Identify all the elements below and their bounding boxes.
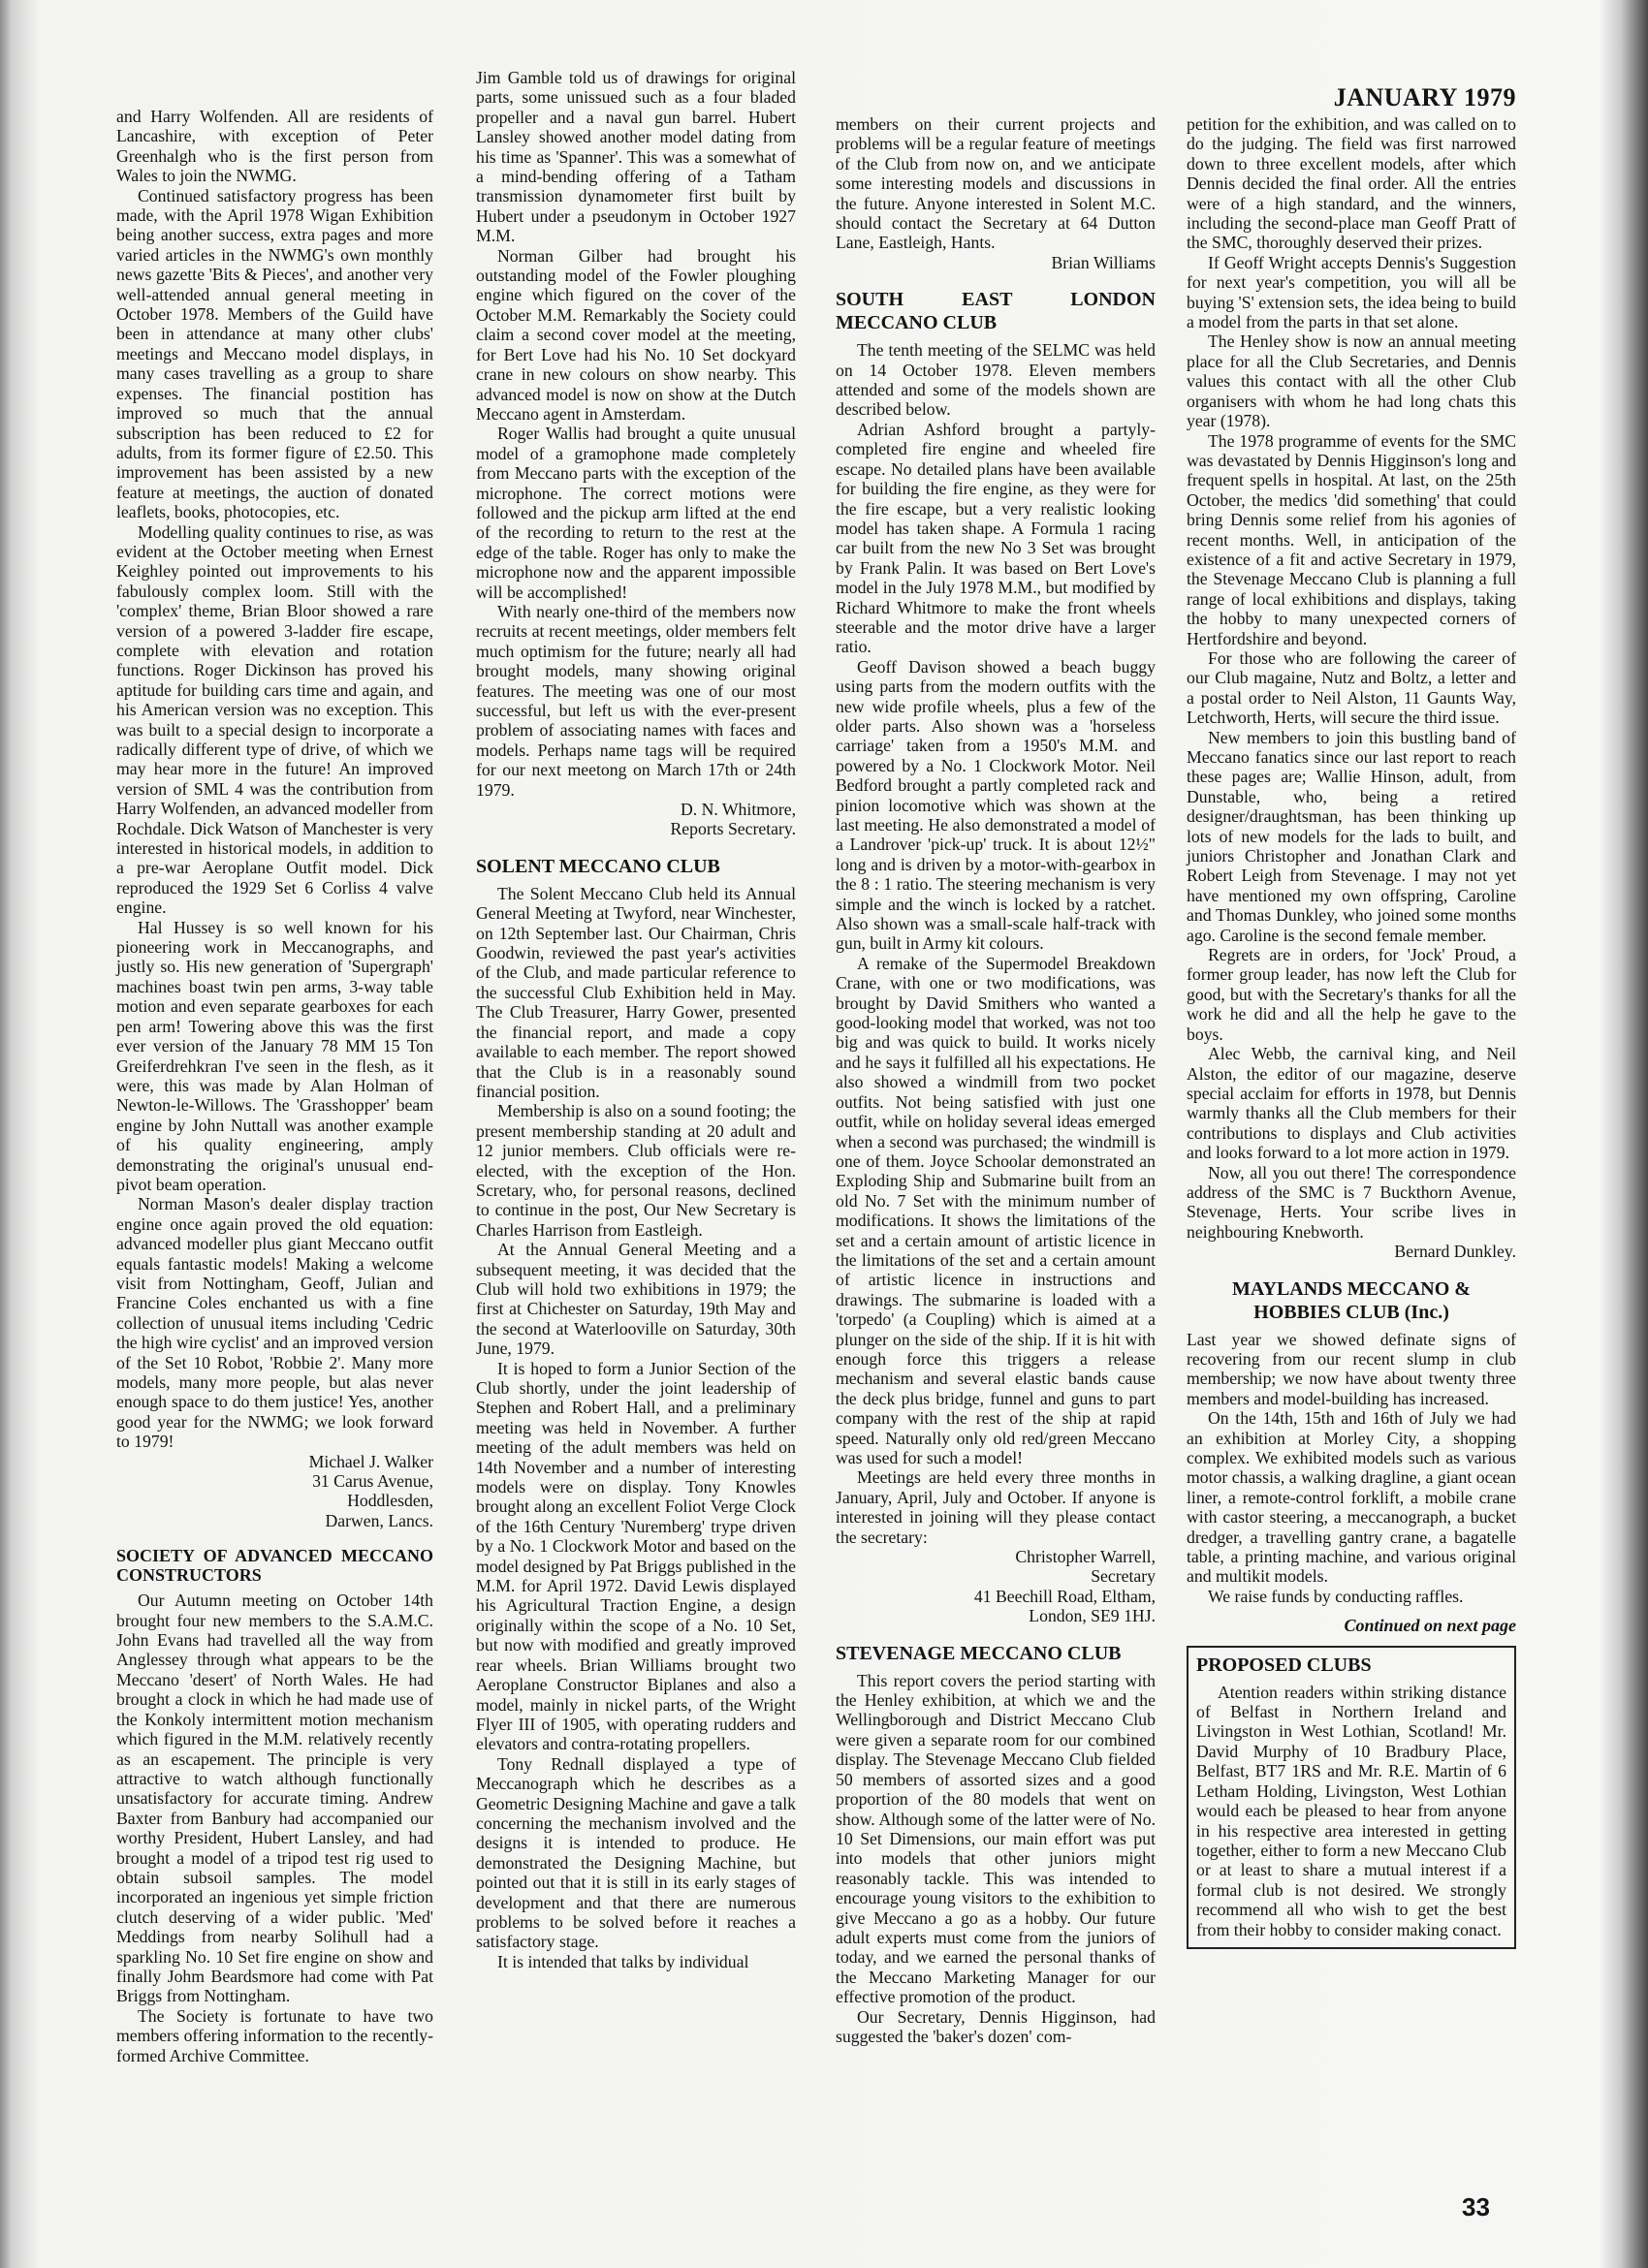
issue-date: JANUARY 1979 (1333, 83, 1516, 111)
signature-line: Brian Williams (1051, 252, 1156, 272)
paragraph: This report covers the period starting with the Henley exhibition, at which we and the Wellingborough and District Meccano Club were given a separate room for our combined display. The Stevenage Meccano Club fielded 50 members of assorted sizes and a good proportion of the 80 models that went on show. Although some of the latter were of No. 10 Set Dimensions, our main effort was put into models that other juniors might reasonably tackle. This was intended to encourage young visitors to the exhibition to give Meccano a go as a hobby. Our future adult experts must come from the juniors of today, and we earned the personal thanks of the Meccano Marketing Manager for our effective promotion of the product. (836, 1670, 1156, 2007)
column-4 (1187, 114, 1516, 1949)
paragraph: and Harry Wolfenden. All are residents of Lancashire, with exception of Peter Greenhalgh who is the first person from Wales to join the NWMG. (116, 107, 433, 186)
paragraph: Alec Webb, the carnival king, and Neil Alston, the editor of our magazine, deserve special acclaim for efforts in 1978, but Dennis warmly thanks all the Club members for their contributions to displays and Club activities and looks forward to a lot more action in 1979. (1187, 1044, 1516, 1163)
paragraph: We raise funds by conducting raffles. (1208, 1586, 1464, 1606)
paragraph: Last year we showed definate signs of recovering from our recent slump in club membership; we now have about twenty three members and model-building has increased. (1187, 1329, 1516, 1408)
box-heading: PROPOSED CLUBS (1196, 1654, 1372, 1676)
paragraph: The Henley show is now an annual meeting place for all the Club Secretaries, and Dennis values this contact with all the other Club organisers with whom he had long chats this year (1978). (1187, 331, 1516, 431)
paragraph: It is hoped to form a Junior Section of the Club shortly, under the joint leadership of Stephen and Robert Hall, and a preliminary meeting was held in November. A further meeting of the adult members was held on 14th November and a number of interesting models were on display. Tony Knowles brought along an excellent Foliot Verge Clock of the 16th Century 'Nuremberg' trype driven by a No. 1 Clockwork Motor and based on the model designed by Pat Briggs published in the M.M. for April 1972. David Lewis displayed his Agricultural Traction Engine, a design originally within the scope of a No. 10 Set, but now with modified and greatly improved rear wheels. Brian Williams brought two Aeroplane Constructor Biplanes and also a model, mainly in nickel parts, of the Wright Flyer III of 1905, with operating rudders and elevators and contra-rotating propellers. (476, 1358, 796, 1754)
paragraph: With nearly one-third of the members now recruits at recent meetings, older members felt much optimism for the future; nearly all had brought models, many showing original features. The meeting was one of our most successful, but left us with the ever-present problem of associating names with faces and models. Perhaps name tags will be required for our next meetong on March 17th or 24th 1979. (476, 601, 796, 800)
paragraph: Membership is also on a sound footing; the present membership standing at 20 adult and 12 junior members. Club officials were re-elected, with the exception of the Hon. Scretary, who, for personal reasons, declined to continue in the post, Our New Secretary is Charles Harrison from Eastleigh. (476, 1101, 796, 1240)
paragraph: Adrian Ashford brought a partyly-completed fire engine and wheeled fire escape. No detailed plans have been available for building the fire engine, as they were for the fire escape, but a very realistic looking model has taken shape. A Formula 1 racing car built from the new No 3 Set was brought by Frank Palin. It was based on Bert Love's model in the July 1978 M.M., but modified by Richard Whitmore to make the front wheels steerable and the motor drive have a larger ratio. (836, 419, 1156, 657)
paragraph: For those who are following the career of our Club magaine, Nutz and Boltz, a letter and a postal order to Neil Alston, 11 Gaunts Way, Letchworth, Herts, will secure the third issue. (1187, 647, 1516, 728)
paragraph: Jim Gamble told us of drawings for original parts, some unissued such as a four bladed propeller and a naval gun barrel. Hubert Lansley showed another model dating from his time as 'Spanner'. This was a somewhat of a mind-bending offering of a Tatham transmission dynamometer first built by Hubert under a pseudonym in October 1927 M.M. (476, 68, 796, 246)
paragraph: Meetings are held every three months in January, April, July and October. If anyone is interested in joining will they please contact the secretary: (836, 1467, 1156, 1547)
paragraph: Modelling quality continues to rise, as was evident at the October meeting when Ernest Keighley pointed out improvements to his fabulously complex loom. Still with the 'complex' theme, Brian Bloor showed a rare version of a powered 3-ladder fire escape, complete with elevation and rotation functions. Roger Dickinson has proved his aptitude for building cars time and again, and his American version was no exception. This was built to a special design to incorporate a radically different type of drive, of which we may hear more in the future! An improved version of SML 4 was the contribution from Harry Wolfenden, an advanced modeller from Rochdale. Dick Watson of Manchester is very interested in historical models, in addition to a pre-war Aeroplane Outfit model. Dick reproduced the 1929 Set 6 Corliss 4 valve engine. (116, 521, 433, 918)
section-heading-solent: SOLENT MECCANO CLUB (476, 855, 720, 877)
paragraph: Roger Wallis had brought a quite unusual model of a gramophone made completely from Meccano parts with the exception of the microphone. The correct motions were followed and the pickup arm lifted at the end of the recording to return to the rest at the edge of the table. Roger has only to make the microphone now and the apparent impossible will be accomplished! (476, 424, 796, 602)
paragraph: New members to join this bustling band of Meccano fanatics since our last report to reach these pages are; Wallie Hinson, adult, from Dunstable, who, being a retired designer/draughtsman, has been thinking up lots of new models for the lads to built, and juniors Christopher and Jonathan Clark and Robert Leigh from Stevenage. I may not yet have mentioned my own offspring, Caroline and Thomas Dunkley, who joined some months ago. Caroline is the second female member. (1187, 727, 1516, 945)
signature-line: London, SE9 1HJ. (1029, 1606, 1156, 1626)
signature-line: Hoddlesden, (347, 1491, 433, 1511)
paragraph: It is intended that talks by individual (497, 1951, 749, 1971)
signature-line: Bernard Dunkley. (1394, 1242, 1516, 1262)
section-heading-stevenage: STEVENAGE MECCANO CLUB (836, 1642, 1122, 1664)
signature-line: Michael J. Walker (308, 1451, 433, 1471)
paragraph: A remake of the Supermodel Breakdown Crane, with one or two modifications, was brought by David Smithers who wanted a good-looking model that worked, was not too big and was quick to build. It works nicely and he says it fulfilled all his expectations. He also showed a windmill from two pocket outfits. Not being satisfied with just one outfit, while on holiday several ideas emerged when a second was purchased; the windmill is one of them. Joyce Schoolar demonstrated an Exploding Ship and Submarine built from an old No. 7 Set with the minimum number of modifications. It shows the limitations of the set and a certain amount of artistic licence in the limitations of the set and a certain amount of artistic licence in instructions and drawings. The submarine is loaded with a 'torpedo' (a Coupling) which is aimed at a plunger on the side of the ship. If it is hit with enough force this triggers a release mechanism and several elastic bands cause the deck plus bridge, funnel and guns to part company with the rest of the ship at rapid speed. Naturally only old red/green Meccano was used for such a model! (836, 953, 1156, 1467)
paragraph: Continued satisfactory progress has been made, with the April 1978 Wigan Exhibition being another success, extra pages and more varied articles in the NWMG's own monthly news gazette 'Bits & Pieces', and another very well-attended annual general meeting in October 1978. Members of the Guild have been in attendance at many other clubs' meetings and Meccano model displays, in many cases travelling as a group to share expenses. The financial postition has improved so much that the annual subscription has been reduced to £2 for adults, from its former figure of £2.50. This improvement has been assisted by a new feature at meetings, the auction of donated leaflets, books, photocopies, etc. (116, 185, 433, 522)
paragraph: members on their current projects and problems will be a regular feature of meetings of the Club from now on, and we anticipate some interesting models and discussions in the future. Anyone interested in Solent M.C. should contact the Secretary at 64 Dutton Lane, Eastleigh, Hants. (836, 114, 1156, 253)
signature-line: D. N. Whitmore, (680, 800, 796, 820)
paragraph: The Society is fortunate to have two members offering information to the recently-formed Archive Committee. (116, 2005, 433, 2065)
paragraph: At the Annual General Meeting and a subsequent meeting, it was decided that the Club will hold two exhibitions in 1979; the first at Chichester on Saturday, 19th May and the second at Waterlooville on Saturday, 30th June, 1979. (476, 1240, 796, 1359)
paragraph: Regrets are in orders, for 'Jock' Proud, a former group leader, has now left the Club for good, but with the Secretary's thanks for all the work he did and all the help he gave to the boys. (1187, 945, 1516, 1044)
section-heading-maylands: MAYLANDS MECCANO & HOBBIES CLUB (Inc.) (1232, 1277, 1471, 1323)
signature-line: Reports Secretary. (670, 819, 796, 839)
section-heading-samc: SOCIETY OF ADVANCED MECCANO CONSTRUCTORS (116, 1546, 433, 1586)
signature-line: 31 Carus Avenue, (312, 1471, 433, 1492)
paragraph: Norman Gilber had brought his outstanding model of the Fowler ploughing engine which figured on the cover of the October M.M. Remarkably the Society could claim a second cover model at the meeting, for Bert Love had his No. 10 Set dockyard crane in new colours on show nearby. This advanced model is now on show at the Dutch Meccano agent in Amsterdam. (476, 245, 796, 424)
paragraph: petition for the exhibition, and was called on to do the judging. The field was first narrowed down to three excellent models, after which Dennis decided the final order. All the entries were of a high standard, and the winners, including the second-place man Geoff Pratt of the SMC, thoroughly deserved their prizes. (1187, 114, 1516, 253)
paragraph: Tony Rednall displayed a type of Meccanograph which he describes as a Geometric Designing Machine and gave a talk concerning the mechanism involved and the designs it is intended to produce. He demonstrated the Designing Machine, but pointed out that it is still in its early stages of development and that there are numerous problems to be solved before it reaches a satisfactory stage. (476, 1753, 796, 1952)
signature-line: Darwen, Lancs. (325, 1510, 433, 1530)
section-heading-selmc: SOUTH EAST LONDON MECCANO CLUB (836, 289, 1156, 334)
paragraph: On the 14th, 15th and 16th of July we had an exhibition at Morley City, a shopping complex. We exhibited models such as various motor chassis, a walking dragline, a giant ocean liner, a remote-control forklift, a mobile crane with castor steering, a meccanograph, a bucket dredger, a travelling gantry crane, a bagatelle table, a printing machine, and various original and multikit models. (1187, 1408, 1516, 1587)
continued-note: Continued on next page (1344, 1616, 1516, 1636)
paragraph: The 1978 programme of events for the SMC was devastated by Dennis Higginson's long and frequent spells in hospital. At last, on the 25th October, the medics 'did something' that could bring Dennis some relief from his agonies of recent months. Well, in anticipation of the existence of a fit and active Secretary in 1979, the Stevenage Meccano Club is planning a full range of local exhibitions and displays, taking the hobby to many unexpected corners of Hertfordshire and beyond. (1187, 430, 1516, 648)
paragraph: Norman Mason's dealer display traction engine once again proved the old equation: advanced modeller plus giant Meccano outfit equals fantastic models! Making a welcome visit from Nottingham, Geoff, Julian and Francine Coles enchanted us with a fine collection of unusual items including 'Cedric the high wire cyclist' and an improved version of the Set 10 Robot, 'Robbie 2'. Many more models, many more people, but alas never enough space to do them justice! Yes, another good year for the NWMG; we look forward to 1979! (116, 1194, 433, 1452)
proposed-clubs-box (1187, 1646, 1516, 1949)
paragraph: Our Secretary, Dennis Higginson, had suggested the 'baker's dozen' com- (836, 2006, 1156, 2046)
box-text: Atention readers within striking distance of Belfast in Northern Ireland and Livingston in West Lothian, Scotland! Mr. David Murphy of 10 Bradbury Place, Belfast, BT7 1RS and Mr. R.E. Martin of 6 Letham Holding, Livingston, West Lothian would each be pleased to hear from anyone in his respective area interested in getting together, either to form a new Meccano Club or at least to share a mutual interest if a formal club is not desired. We strongly recommend all who wish to get the best from their hobby to consider making conact. (1196, 1682, 1506, 1939)
column-2 (476, 68, 796, 1971)
page-number: 33 (1462, 2192, 1490, 2221)
paragraph: The Solent Meccano Club held its Annual General Meeting at Twyford, near Winchester, on 12th September last. Our Chairman, Chris Goodwin, reviewed the past year's activities of the Club, and made particular reference to the successful Club Exhibition held in May. The Club Treasurer, Harry Gower, presented the financial report, and made a copy available to each member. The report showed that the Club is in a reasonably sound financial position. (476, 883, 796, 1101)
signature-line: 41 Beechill Road, Eltham, (973, 1586, 1156, 1606)
column-3 (836, 114, 1156, 2046)
paragraph: Now, all you out there! The correspondence address of the SMC is 7 Buckthorn Avenue, Stevenage, Herts. Your scribe lives in neighbouring Knebworth. (1187, 1162, 1516, 1242)
paragraph: Hal Hussey is so well known for his pioneering work in Meccanographs, and justly so. His new generation of 'Supergraph' machines boast twin pen arms, 3-way table motion and even separate gearboxes for each pen arm! Towering above this was the first ever version of the January 78 MM 15 Ton Greiferdrehkran I've seen in the flesh, as it were, this was made by Alan Holman of Newton-le-Willows. The 'Grasshopper' beam engine by John Nuttall was another example of his quality engineering, amply demonstrating the original's unusual end-pivot beam operation. (116, 917, 433, 1194)
paragraph: Our Autumn meeting on October 14th brought four new members to the S.A.M.C. John Evans had travelled all the way from Anglessey through what appears to be the Meccano 'desert' of North Wales. He had brought a clock in which he had made use of the Konkoly intermittent motion mechanism which figured in the M.M. relatively recently as an escapement. The principle is very attractive to watch although functionally unsatisfactory for accurate timing. Andrew Baxter from Banbury had accompanied our worthy President, Hubert Lansley, and had brought a model of a tripod test rig used to obtain subsoil samples. The model incorporated an ingenious yet simple friction clutch deserving of a wider public. 'Med' Meddings from nearby Solihull had a sparkling No. 10 Set fire engine on show and finally Johm Beardsmore had come with Pat Briggs from Nottingham. (116, 1591, 433, 2006)
paragraph: The tenth meeting of the SELMC was held on 14 October 1978. Eleven members attended and some of the models shown are described below. (836, 340, 1156, 420)
paragraph: Geoff Davison showed a beach buggy using parts from the modern outfits with the new wide profile wheels, plus a few of the older parts. Also shown was a 'horseless carriage' taken from a 1950's M.M. and powered by a No. 1 Clockwork Motor. Neil Bedford brought a partly completed rack and pinion locomotive which was shown at the last meeting. He also demonstrated a model of a Landrover 'pick-up' truck. It is about 12½" long and is driven by a motor-with-gearbox in the 8 : 1 ratio. The steering mechanism is very simple and the winch is locked by a ratchet. Also shown was a small-scale half-track with gun, built in Army kit colours. (836, 656, 1156, 954)
paragraph: If Geoff Wright accepts Dennis's Suggestion for next year's competition, you will all be buying 'S' extension sets, the idea being to build a model from the parts in that set alone. (1187, 252, 1516, 332)
signature-line: Secretary (1091, 1566, 1156, 1587)
column-1 (116, 107, 433, 2065)
signature-line: Christopher Warrell, (1015, 1547, 1156, 1567)
